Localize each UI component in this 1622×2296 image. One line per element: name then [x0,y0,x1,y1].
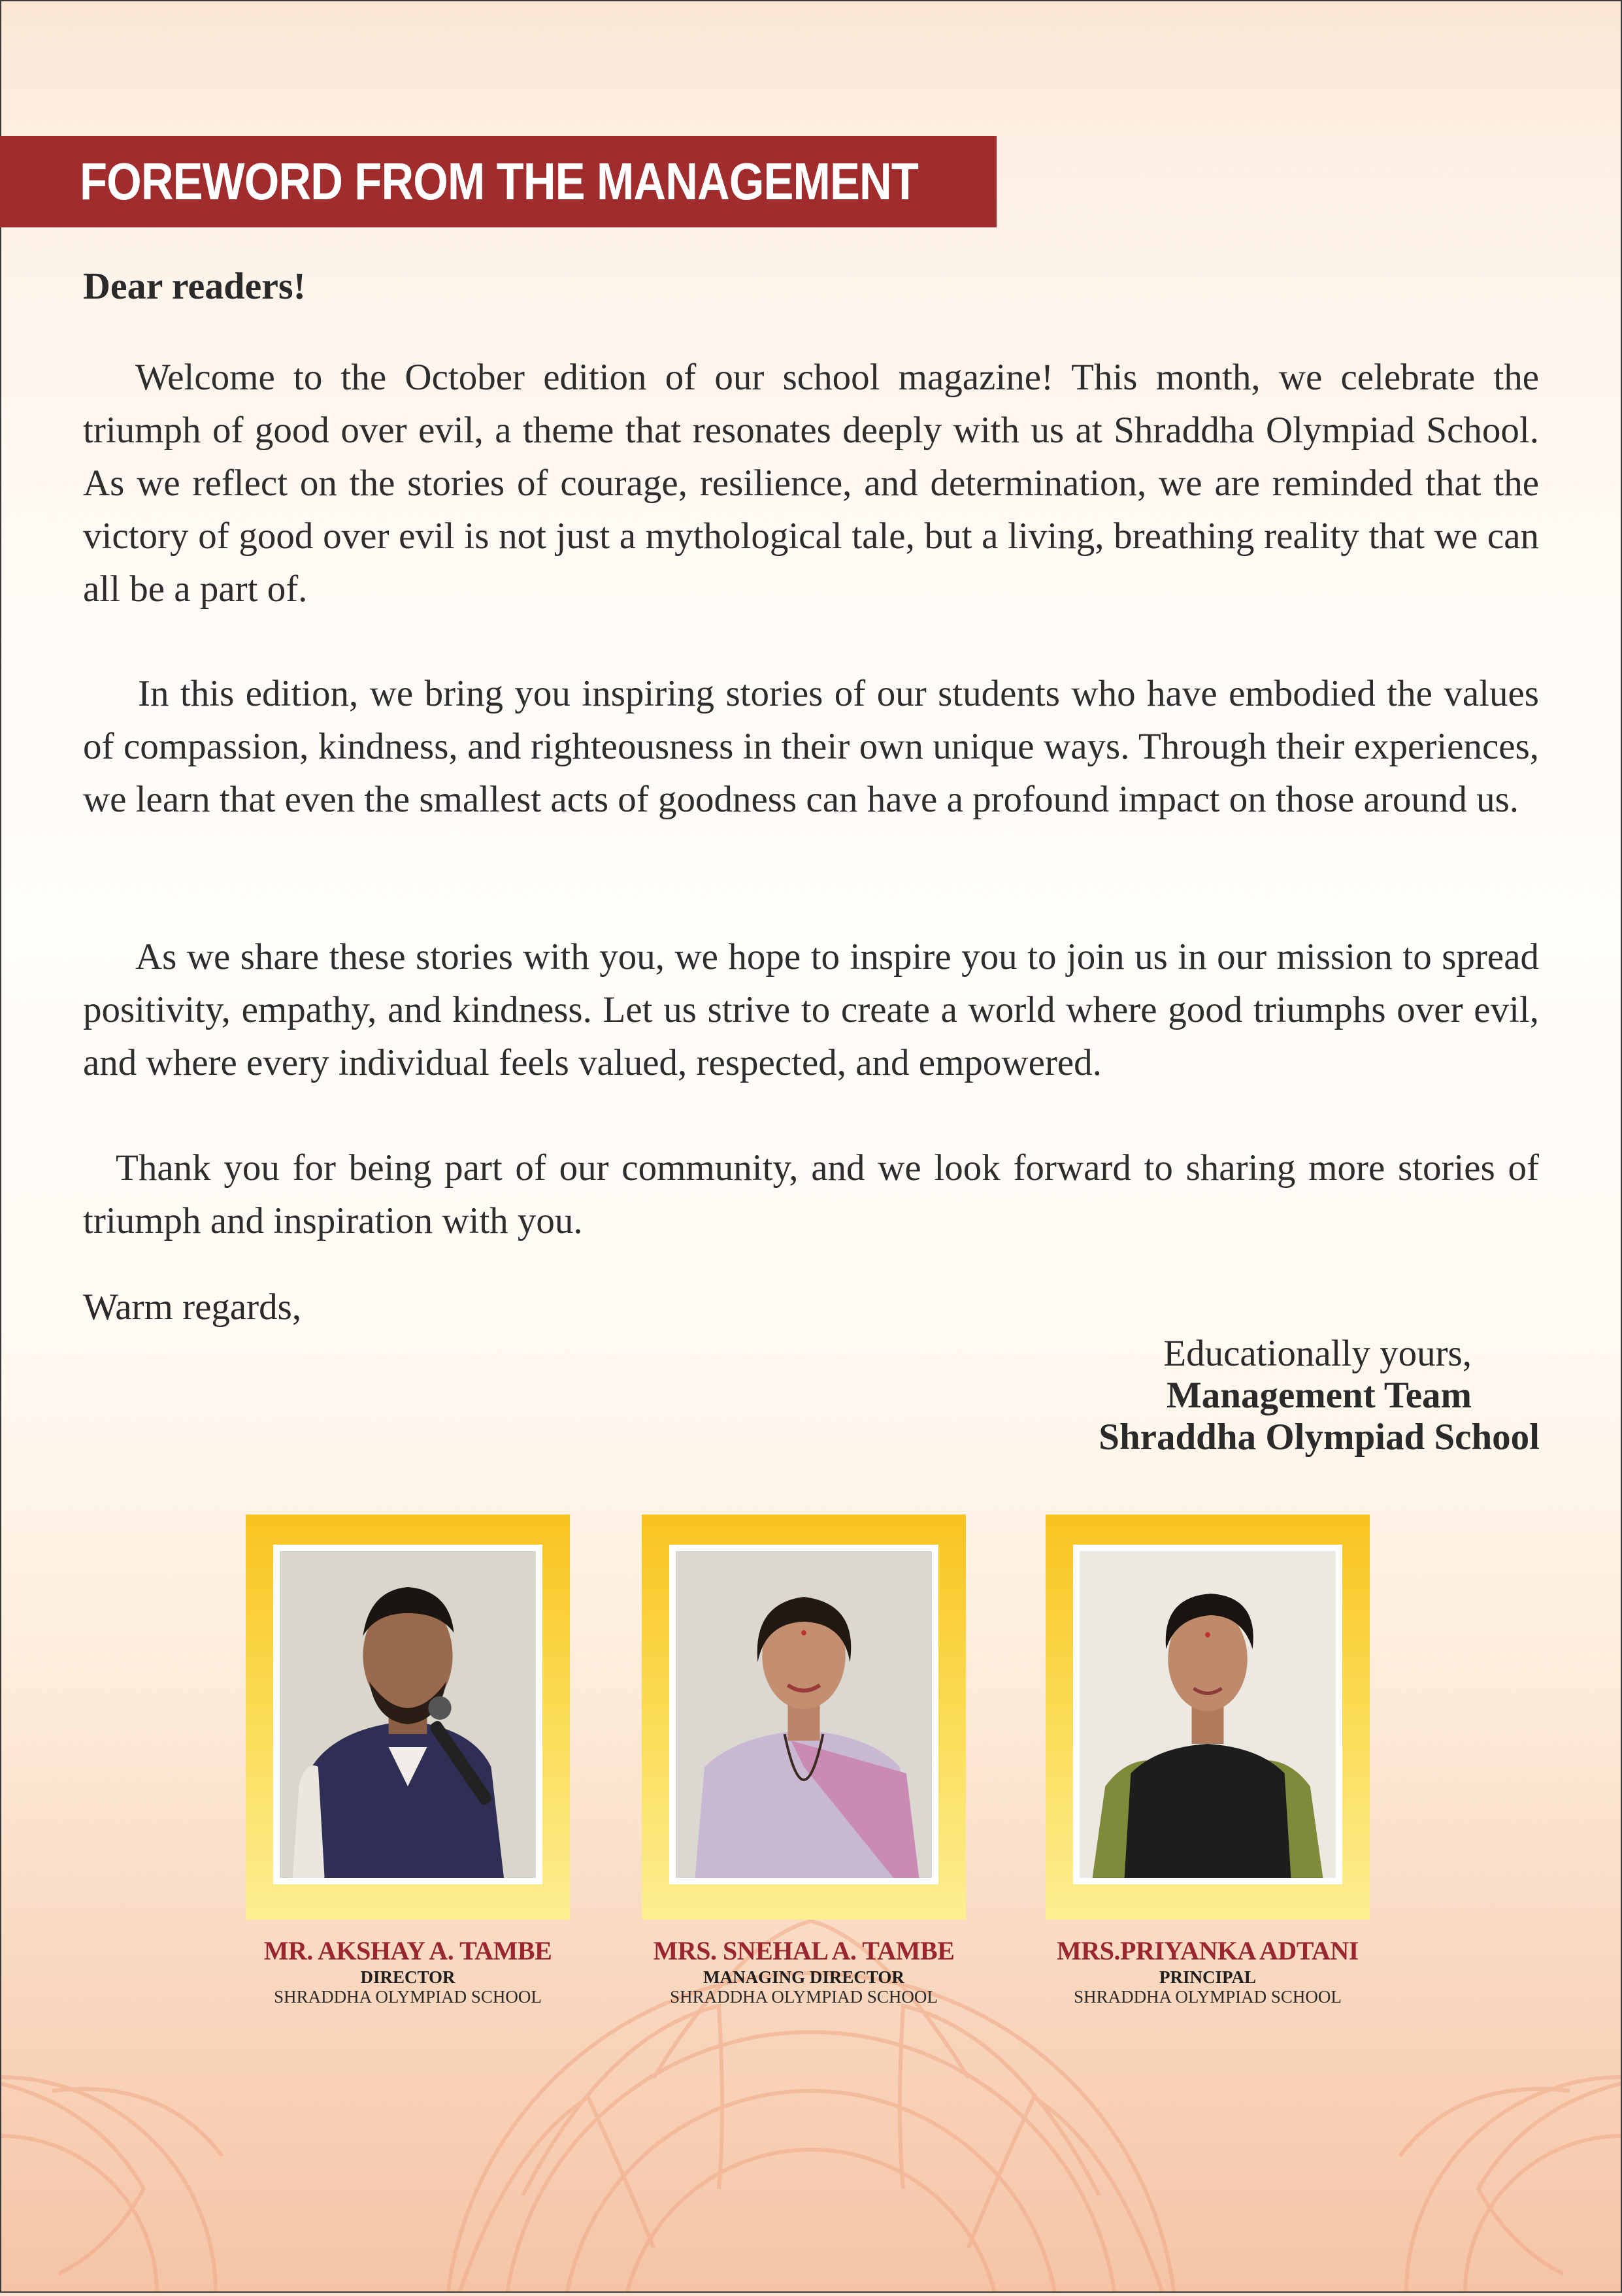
person-organization: SHRADDHA OLYMPIAD SCHOOL [274,1987,542,2007]
signoff-line-3: Shraddha Olympiad School [1099,1417,1540,1458]
person-role: PRINCIPAL [1159,1967,1256,1987]
person-name: MR. AKSHAY A. TAMBE [263,1936,552,1965]
person-role: MANAGING DIRECTOR [703,1967,904,1987]
letter-closing: Warm regards, [83,1287,302,1328]
title-banner [0,136,997,227]
page-title: FOREWORD FROM THE MANAGEMENT [80,152,919,210]
letter-paragraph-2: In this edition, we bring you inspiring stories of our students who have embodied the values of compassion, kindness, and righteousness in their own unique ways. Through their experiences, we learn that even the smallest acts of goodness can have a profound impact on those around us. [83,673,1539,820]
signoff-line-2: Management Team [1166,1375,1472,1416]
letter-paragraph-4: Thank you for being part of our community, and we look forward to sharing more stories of triumph and inspiration with you. [83,1147,1539,1241]
photo-frame [1046,1515,1370,1920]
signoff-block [1099,1333,1540,1458]
photo-frame [642,1515,966,1920]
person-name: MRS.PRIYANKA ADTANI [1057,1936,1359,1965]
portrait-photo [1080,1551,1336,1878]
portrait-photo [676,1551,932,1878]
letter-paragraph-3: As we share these stories with you, we hope to inspire you to join us in our mission to spread positivity, empathy, and kindness. Let us strive to create a world where good triumphs over evil, and where every individual feels valued, respected, and empowered. [83,936,1539,1083]
person-organization: SHRADDHA OLYMPIAD SCHOOL [1074,1987,1342,2007]
letter-greeting: Dear readers! [83,265,306,307]
person-organization: SHRADDHA OLYMPIAD SCHOOL [670,1987,938,2007]
person-name: MRS. SNEHAL A. TAMBE [653,1936,955,1965]
portrait-photo [280,1551,536,1878]
photo-frame [246,1515,570,1920]
person-card-director [246,1515,570,2007]
person-card-managing-director [642,1515,966,2007]
signoff-line-1: Educationally yours, [1163,1333,1472,1374]
letter-paragraph-1: Welcome to the October edition of our school magazine! This month, we celebrate the triumph of good over evil, a theme that resonates deeply with us at Shraddha Olympiad School. As we reflect on the stories of courage, resilience, and determination, we are reminded that the victory of good over evil is not just a mythological tale, but a living, breathing reality that we can all be a part of. [83,357,1539,610]
person-card-principal [1046,1515,1370,2007]
person-role: DIRECTOR [360,1967,455,1987]
